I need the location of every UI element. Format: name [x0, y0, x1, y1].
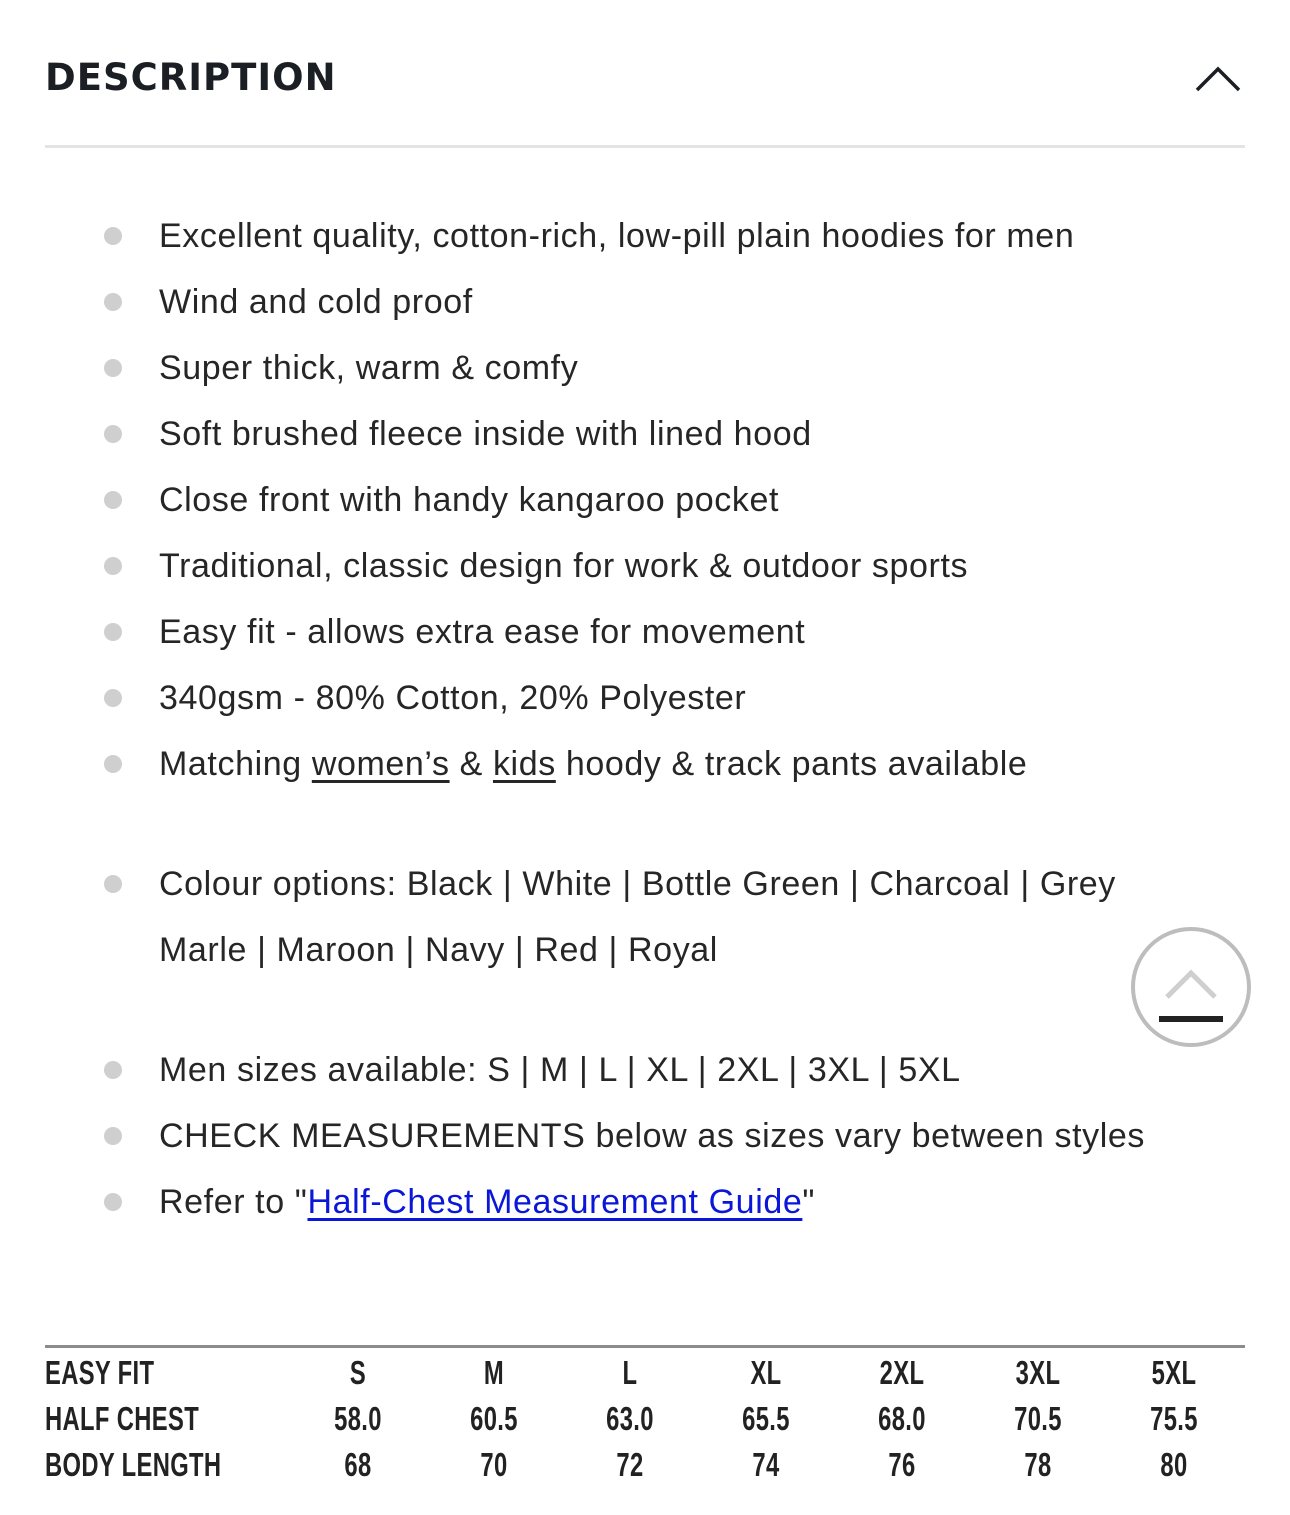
scroll-to-top-icon [1135, 931, 1247, 1043]
table-header-label: EASY FIT [45, 1354, 155, 1391]
table-header-size: 3XL [1015, 1354, 1061, 1391]
table-cell: 58.0 [334, 1400, 382, 1437]
size-chart-table [45, 1345, 1245, 1485]
table-cell: 68.0 [878, 1400, 926, 1437]
kids-link[interactable]: kids [492, 745, 556, 783]
table-header-size: 5XL [1151, 1354, 1197, 1391]
bullet-dot [104, 1127, 122, 1145]
bullet-dot [104, 689, 122, 707]
table-cell: 72 [616, 1446, 644, 1483]
bullet-dot [104, 623, 122, 641]
bullet-dot [104, 359, 122, 377]
table-cell: 70 [480, 1446, 508, 1483]
description-accordion-header[interactable] [45, 0, 1245, 148]
table-cell: 75.5 [1150, 1400, 1198, 1437]
table-cell: 78 [1024, 1446, 1052, 1483]
table-cell: 80 [1160, 1446, 1188, 1483]
bullet-dot [104, 425, 122, 443]
bullet-dot [104, 293, 122, 311]
scroll-to-top-button[interactable] [1131, 927, 1251, 1047]
table-header-size: S [349, 1354, 367, 1391]
measurement-guide-link[interactable]: Half-Chest Measurement Guide [307, 1183, 803, 1221]
table-header-size: XL [750, 1354, 782, 1391]
bullet-dot [104, 1193, 122, 1211]
table-header-size: L [622, 1354, 638, 1391]
table-header-size: 2XL [879, 1354, 925, 1391]
bullet-dot [104, 557, 122, 575]
womens-link[interactable]: women’s [311, 745, 450, 783]
table-cell: 65.5 [742, 1400, 790, 1437]
table-row-label: BODY LENGTH [45, 1446, 222, 1483]
bullet-dot [104, 1061, 122, 1079]
table-row-label: HALF CHEST [45, 1400, 200, 1437]
table-header-size: M [483, 1354, 505, 1391]
table-cell: 74 [752, 1446, 780, 1483]
bullet-dot [104, 755, 122, 773]
section-title: DESCRIPTION [45, 56, 337, 99]
chevron-up-icon[interactable] [1193, 60, 1243, 100]
table-cell: 68 [344, 1446, 372, 1483]
bullet-dot [104, 491, 122, 509]
bullet-dot [104, 227, 122, 245]
bullet-dot [104, 875, 122, 893]
table-cell: 63.0 [606, 1400, 654, 1437]
table-cell: 70.5 [1014, 1400, 1062, 1437]
table-cell: 60.5 [470, 1400, 518, 1437]
table-cell: 76 [888, 1446, 916, 1483]
